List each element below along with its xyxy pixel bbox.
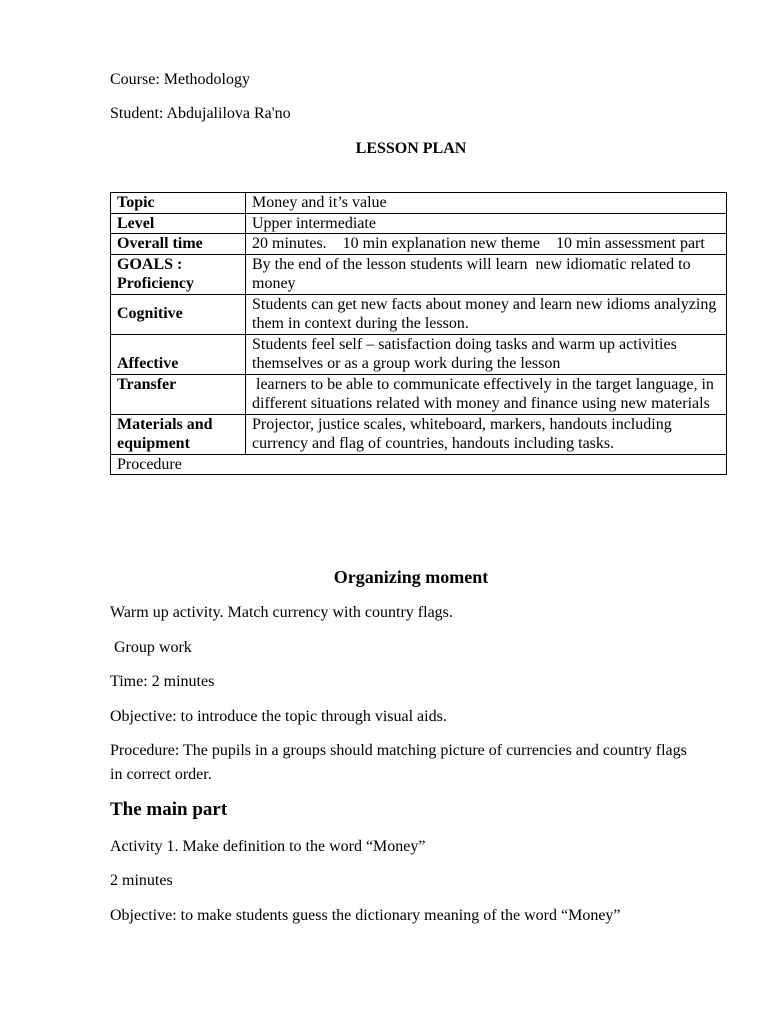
- table-row: [111, 234, 727, 255]
- duration-line: 2 minutes: [110, 872, 173, 889]
- procedure-paragraph: Procedure: The pupils in a groups should matching picture of currencies and country flags in correct order.: [110, 742, 687, 783]
- row-key: Materials and equipment: [111, 414, 246, 454]
- row-key: GOALS : Proficiency: [111, 254, 246, 294]
- table-row: [111, 374, 727, 414]
- objective-line: Objective: to introduce the topic through visual aids.: [110, 708, 447, 725]
- row-key: Topic: [111, 193, 246, 214]
- main-objective-line: Objective: to make students guess the dictionary meaning of the word “Money”: [110, 907, 621, 924]
- organizing-moment-heading: Organizing moment: [333, 567, 489, 587]
- row-key: Level: [111, 213, 246, 234]
- row-value: 20 minutes. 10 min explanation new theme 10 min assessment part: [246, 234, 727, 255]
- activity1-line: Activity 1. Make definition to the word “Money”: [110, 838, 426, 855]
- lesson-plan-table: [110, 192, 727, 475]
- row-value: By the end of the lesson students will learn new idiomatic related to money: [246, 254, 727, 294]
- time-line: Time: 2 minutes: [110, 673, 215, 690]
- course-line: Course: Methodology: [110, 71, 250, 88]
- table-row: [111, 334, 727, 374]
- row-key: Cognitive: [111, 294, 246, 334]
- row-value: Students feel self – satisfaction doing tasks and warm up activities themselves or as a group work during the lesson: [246, 334, 727, 374]
- row-value: Upper intermediate: [246, 213, 727, 234]
- row-value: learners to be able to communicate effectively in the target language, in different situations related with money and finance using new materials: [246, 374, 727, 414]
- table-row: [111, 454, 727, 475]
- row-value: Projector, justice scales, whiteboard, markers, handouts including currency and flag of countries, handouts including tasks.: [246, 414, 727, 454]
- warmup-line: Warm up activity. Match currency with country flags.: [110, 604, 453, 621]
- row-key: Overall time: [111, 234, 246, 255]
- procedure-row: Procedure: [111, 454, 727, 475]
- lesson-plan-title: LESSON PLAN: [355, 140, 467, 157]
- table-row: [111, 254, 727, 294]
- main-part-heading: The main part: [110, 799, 228, 820]
- student-line: Student: Abdujalilova Ra'no: [110, 105, 291, 122]
- table-row: [111, 193, 727, 214]
- row-value: Students can get new facts about money and learn new idioms analyzing them in context during the lesson.: [246, 294, 727, 334]
- row-key: Transfer: [111, 374, 246, 414]
- table-row: [111, 294, 727, 334]
- table-row: [111, 414, 727, 454]
- group-work-line: Group work: [110, 639, 192, 656]
- table-row: [111, 213, 727, 234]
- row-key: Affective: [111, 334, 246, 374]
- row-value: Money and it’s value: [246, 193, 727, 214]
